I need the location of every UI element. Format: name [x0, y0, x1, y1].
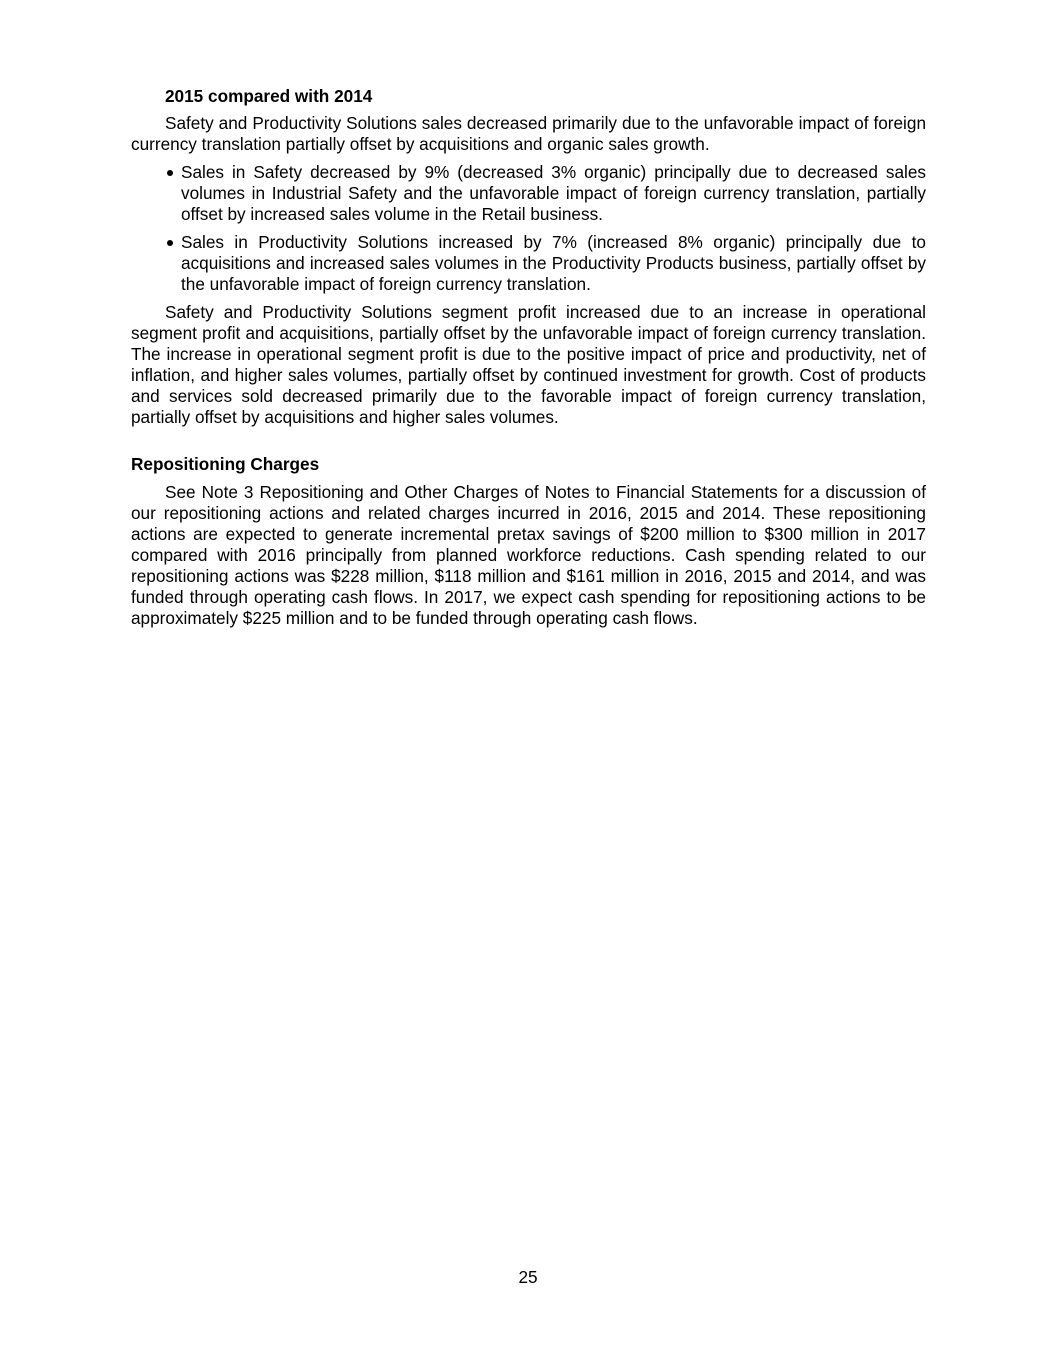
bullet-item-productivity — [131, 232, 926, 295]
repositioning-heading: Repositioning Charges — [131, 454, 320, 474]
bullet-icon — [167, 240, 173, 246]
page-number: 25 — [518, 1267, 538, 1287]
segment-profit-paragraph: Safety and Productivity Solutions segment profit increased due to an increase in operational segment profit and acquisitions, partially offset by the unfavorable impact of foreign currency translation. The increase in operational segment profit is due to the positive impact of price and productivity, net of inflation, and higher sales volumes, partially offset by continued investment for growth. Cost of products and services sold decreased primarily due to the favorable impact of foreign currency translation, partially offset by acquisitions and higher sales volumes. — [131, 302, 926, 427]
bullet-text: Sales in Productivity Solutions increased by 7% (increased 8% organic) principally due to acquisitions and increased sales volumes in the Productivity Products business, partially offset by the unfavorable impact of foreign currency translation. — [181, 232, 926, 294]
repositioning-paragraph: See Note 3 Repositioning and Other Charges of Notes to Financial Statements for a discussion of our repositioning actions and related charges incurred in 2016, 2015 and 2014. These repositioning actions are expected to generate incremental pretax savings of $200 million to $300 million in 2017 compared with 2016 principally from planned workforce reductions. Cash spending related to our repositioning actions was $228 million, $118 million and $161 million in 2016, 2015 and 2014, and was funded through operating cash flows. In 2017, we expect cash spending for repositioning actions to be approximately $225 million and to be funded through operating cash flows. — [131, 482, 926, 628]
bullet-list — [131, 162, 926, 295]
bullet-text: Sales in Safety decreased by 9% (decreased 3% organic) principally due to decreased sales volumes in Industrial Safety and the unfavorable impact of foreign currency translation, partially offset by increased sales volume in the Retail business. — [181, 162, 926, 224]
comparison-heading: 2015 compared with 2014 — [165, 86, 373, 106]
bullet-item-safety — [131, 162, 926, 225]
document-page — [131, 86, 926, 636]
comparison-intro-paragraph: Safety and Productivity Solutions sales decreased primarily due to the unfavorable impact of foreign currency translation partially offset by acquisitions and organic sales growth. — [131, 113, 926, 154]
bullet-icon — [167, 170, 173, 176]
